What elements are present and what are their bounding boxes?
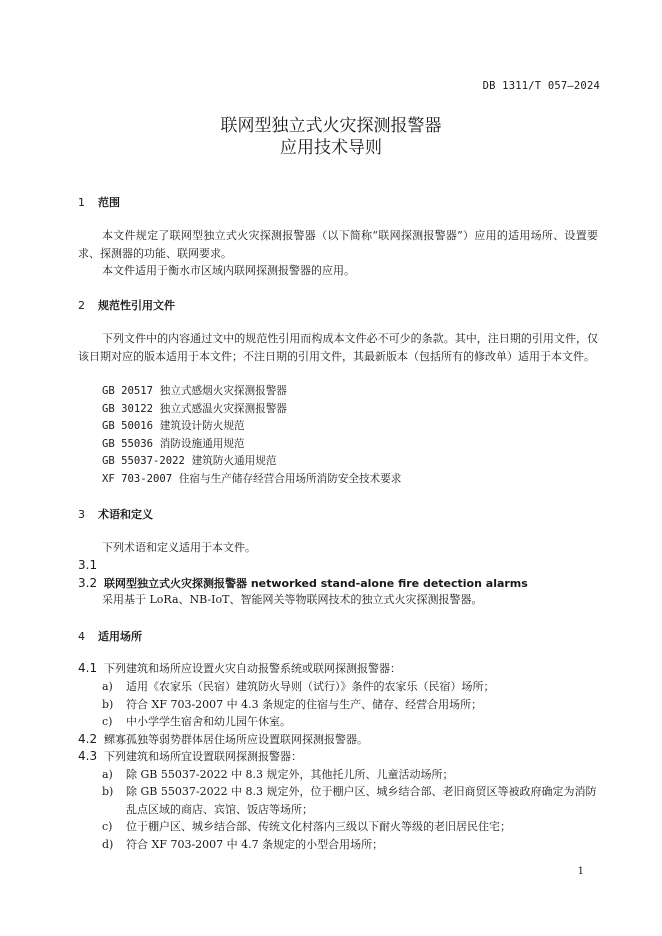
section-2-paragraph: 下列文件中的内容通过文中的规范性引用而构成本文件必不可少的条款。其中，注日期的引用文件，仅该日期对应的版本适用于本文件；不注日期的引用文件，其最新版本（包括所有的修改单）适用于本文件。 — [78, 332, 598, 363]
list-item: d) 符合 XF 703-2007 中 4.7 条规定的小型合用场所； — [102, 838, 384, 851]
document-title-line2: 应用技术导则 — [280, 138, 382, 158]
clause-4-1: 4.1 下列建筑和场所应设置火灾自动报警系统或联网探测报警器： — [78, 661, 401, 675]
list-item: b) 符合 XF 703-2007 中 4.3 条规定的住宿与生产、储存、经营合用场所； — [102, 698, 483, 711]
page-number: 1 — [577, 866, 584, 877]
clause-3-1: 3.1 — [78, 558, 98, 572]
section-number: 2 — [78, 299, 85, 312]
list-item: c) 中小学学生宿舍和幼儿园午休室。 — [102, 715, 291, 728]
section-1-paragraph-1: 本文件规定了联网型独立式火灾探测报警器（以下简称“联网探测报警器”）应用的适用场所、设置要求、探测器的功能、联网要求。 — [78, 229, 598, 260]
reference-item: GB 55037-2022 建筑防火通用规范 — [102, 455, 277, 467]
reference-item: GB 50016 建筑设计防火规范 — [102, 420, 245, 432]
clause-4-3: 4.3 下列建筑和场所宜设置联网探测报警器： — [78, 749, 302, 763]
list-item: a) 适用《农家乐（民宿）建筑防火导则（试行）》条件的农家乐（民宿）场所； — [102, 680, 495, 693]
section-2-heading — [78, 297, 175, 313]
clause-4-2: 4.2 鳏寡孤独等弱势群体居住场所应设置联网探测报警器。 — [78, 732, 368, 746]
section-title: 术语和定义 — [98, 508, 153, 521]
reference-item: GB 55036 消防设施通用规范 — [102, 438, 245, 450]
section-title: 范围 — [98, 196, 120, 209]
section-3-intro: 下列术语和定义适用于本文件。 — [102, 541, 256, 554]
section-number: 3 — [78, 508, 85, 521]
clause-3-2: 3.2 联网型独立式火灾探测报警器 networked stand-alone fire detection alarms — [78, 576, 528, 590]
section-3-heading — [78, 506, 153, 522]
section-1-paragraph-2: 本文件适用于衡水市区域内联网探测报警器的应用。 — [102, 264, 355, 277]
term-definition: 采用基于 LoRa、NB-IoT、智能网关等物联网技术的独立式火灾探测报警器。 — [102, 593, 483, 606]
section-4-heading — [78, 628, 142, 644]
list-item: a) 除 GB 55037-2022 中 8.3 规定外，其他托儿所、儿童活动场所； — [102, 768, 454, 781]
document-title-line1: 联网型独立式火灾探测报警器 — [220, 116, 442, 136]
list-item: b) 除 GB 55037-2022 中 8.3 规定外，位于棚户区、城乡结合部、老旧商贸区等被政府确定为消防乱点区域的商店、宾馆、饭店等场所； — [102, 785, 597, 816]
reference-item: GB 20517 独立式感烟火灾探测报警器 — [102, 385, 287, 397]
term-heading: 联网型独立式火灾探测报警器 networked stand-alone fire detection alarms — [104, 577, 528, 590]
section-title: 规范性引用文件 — [98, 299, 175, 312]
section-number: 4 — [78, 630, 85, 643]
reference-item: GB 30122 独立式感温火灾探测报警器 — [102, 403, 287, 415]
list-item: c) 位于棚户区、城乡结合部、传统文化村落内三级以下耐火等级的老旧居民住宅； — [102, 820, 511, 833]
reference-item: XF 703-2007 住宿与生产储存经营合用场所消防安全技术要求 — [102, 473, 402, 485]
section-1-heading — [78, 194, 120, 210]
section-title: 适用场所 — [98, 630, 142, 643]
section-number: 1 — [78, 196, 85, 209]
document-number: DB 1311/T 057—2024 — [482, 80, 600, 92]
